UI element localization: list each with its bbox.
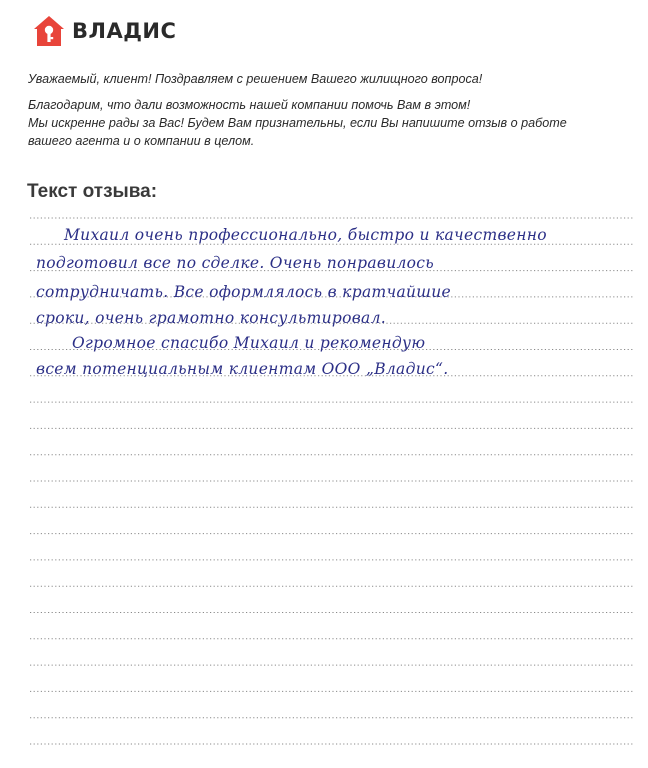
handwritten-line: подготовил все по сделке. Очень понравилось [36, 254, 435, 272]
house-key-icon [32, 14, 66, 48]
handwritten-line: всем потенциальным клиентам ООО „Владис“. [36, 360, 449, 378]
handwritten-line: Огромное спасибо Михаил и рекомендую [72, 334, 426, 352]
thanks-line-2: Мы искренне рады за Вас! Будем Вам признательны, если Вы напишите отзыв о работе [28, 116, 567, 130]
handwritten-line: сотрудничать. Все оформлялось в кратчайшие [36, 283, 452, 301]
intro-text [28, 70, 628, 150]
thanks-line-1: Благодарим, что дали возможность нашей компании помочь Вам в этом! [28, 98, 471, 112]
brand-name: ВЛАДИС [72, 19, 177, 43]
review-heading: Текст отзыва: [27, 181, 158, 202]
brand-logo [32, 14, 176, 48]
handwritten-line: Михаил очень профессионально, быстро и качественно [64, 226, 547, 244]
handwritten-line: сроки, очень грамотно консультировал. [36, 309, 386, 327]
thanks-line-3: вашего агента и о компании в целом. [28, 134, 255, 148]
greeting-text: Уважаемый, клиент! Поздравляем с решением Вашего жилищного вопроса! [28, 72, 483, 86]
